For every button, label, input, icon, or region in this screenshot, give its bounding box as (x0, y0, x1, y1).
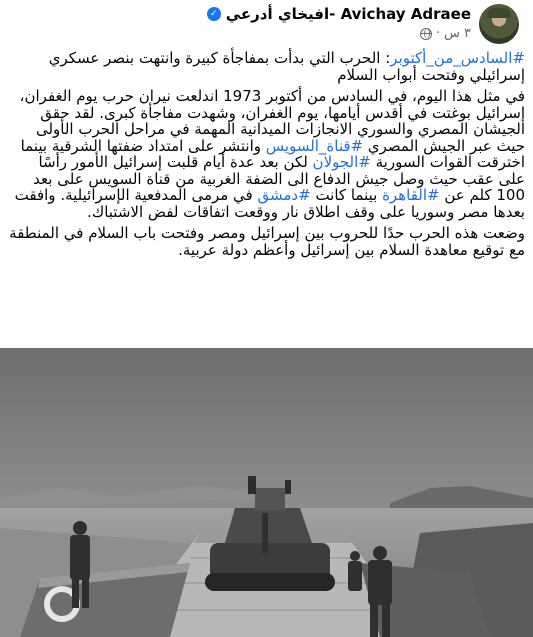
hashtag-suez-canal[interactable]: #قناة_السويس (265, 136, 364, 155)
hashtag-october-6[interactable]: #السادس_من_أكتوبر (390, 49, 525, 67)
post-photo[interactable] (0, 348, 533, 637)
post-paragraph-3: وضعت هذه الحرب حدًا للحروب بين إسرائيل ومصر وفتحت باب السلام في المنطقة مع توقيع معاهدة السلام بين إسرائيل وأعظم دولة عربية. (9, 224, 525, 259)
para2-text-1: في مثل هذا اليوم، في السادس من أكتوبر 1973 اندلعت نيران حرب يوم الغفران، إسرائيل بوغتت في أقدس أيامها، يوم الغفران، وشهدت مفاجأة كبرى. لقد حقق الجيشان المصري والسوري الانجازات الميدانية المهمة في مراحل الحرب الأولى حيث عبر الجيش المصري (19, 87, 525, 155)
post-time[interactable]: ٣ س (444, 26, 471, 41)
hashtag-golan[interactable]: #الجولان (312, 153, 371, 171)
post-body (8, 50, 525, 258)
hashtag-damascus[interactable]: #دمشق (257, 186, 311, 204)
meta-separator: · (435, 26, 440, 41)
para2-text-5: في مرمى المدفعية الإسرائيلية. وافقت بعدها مصر وسوريا على وقف اطلاق نار ووقعت اتفاقات لفض الاشتباك. (14, 186, 525, 221)
author-name[interactable]: Avichay Adraee -افيخاي أدرعي (225, 5, 471, 23)
post-header (0, 0, 533, 52)
para2-text-4: بينما كانت (310, 186, 383, 204)
tank-bridge-image (0, 348, 533, 637)
verified-badge-icon: ✓ (207, 7, 221, 21)
para2-text-2: وانتشر على امتداد ضفتها الشرقية بينما اخترقت القوات السورية (20, 136, 525, 171)
para2-text-3: لكن بعد عدة أيام قلبت إسرائيل الأمور رأسًا على عقب حيث وصل جيش الدفاع الى الضفة الغربية من قناة السويس على بعد 100 كلم عن (33, 153, 525, 204)
para1-text: : الحرب التي بدأت بمفاجأة كبيرة وانتهت بنصر عسكري إسرائيلي وفتحت أبواب السلام (48, 49, 525, 84)
hashtag-cairo[interactable]: #القاهرة (382, 186, 440, 204)
post-paragraph-1 (8, 50, 525, 83)
post-meta (420, 26, 471, 41)
author-avatar[interactable] (479, 4, 519, 44)
globe-icon (420, 28, 432, 40)
author-row (207, 5, 471, 23)
post-paragraph-2 (8, 88, 525, 220)
